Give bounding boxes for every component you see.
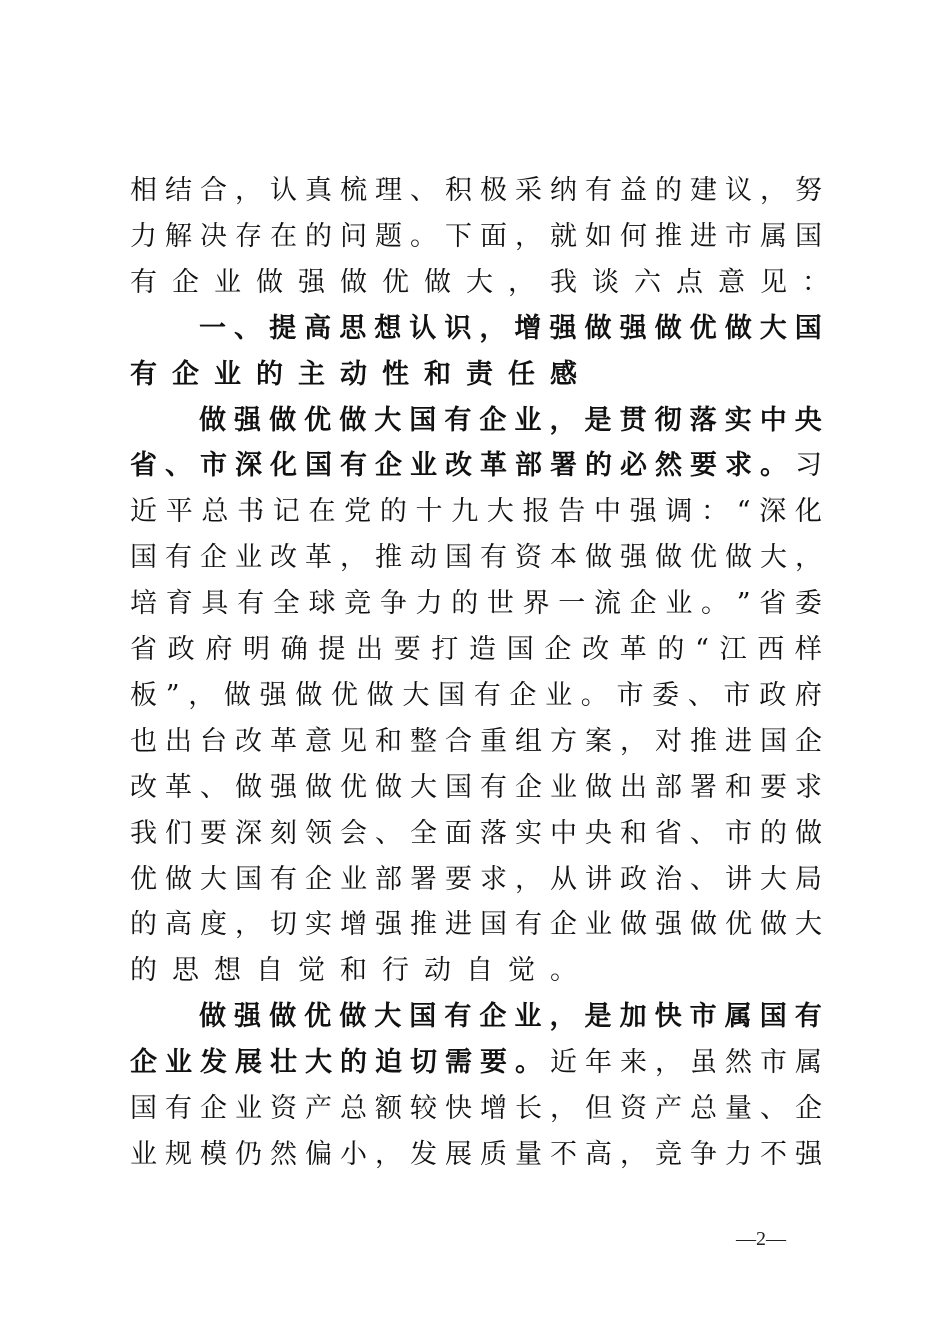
section-heading-line: 一 、 提 高 思 想 认 识 ， 增 强 做 强 做 优 做 大 国: [199, 312, 822, 344]
paragraph-line: 我 们 要 深 刻 领 会 、 全 面 落 实 中 央 和 省 、 市 的 做: [130, 817, 822, 849]
paragraph-line: 的 高 度 ， 切 实 增 强 推 进 国 有 企 业 做 强 做 优 做 大: [130, 909, 822, 941]
paragraph-line: 企 业 发 展 壮 大 的 迫 切 需 要 。 近 年 来 ， 虽 然 市 属: [130, 1047, 822, 1079]
paragraph-line: 国 有 企 业 改 革 ， 推 动 国 有 资 本 做 强 做 优 做 大 ，: [130, 542, 822, 574]
paragraph-line: 培 育 具 有 全 球 竞 争 力 的 世 界 一 流 企 业 。 ” 省 委: [130, 588, 822, 620]
paragraph-line: 力 解 决 存 在 的 问 题 。 下 面 ， 就 如 何 推 进 市 属 国: [130, 220, 822, 252]
paragraph-line: 改 革 、 做 强 做 优 做 大 国 有 企 业 做 出 部 署 和 要 求: [130, 771, 822, 803]
paragraph-line: 优 做 大 国 有 企 业 部 署 要 求 ， 从 讲 政 治 、 讲 大 局: [130, 863, 822, 895]
paragraph-line: 业 规 模 仍 然 偏 小 ， 发 展 质 量 不 高 ， 竞 争 力 不 强: [130, 1138, 822, 1170]
paragraph-line: 近 平 总 书 记 在 党 的 十 九 大 报 告 中 强 调 ： “ 深 化: [130, 496, 822, 528]
paragraph-line: 有 企 业 做 强 做 优 做 大 ， 我 谈 六 点 意 见 ：: [130, 266, 844, 298]
paragraph-line: 相 结 合 ， 认 真 梳 理 、 积 极 采 纳 有 益 的 建 议 ， 努: [130, 175, 822, 206]
paragraph-line: 省 政 府 明 确 提 出 要 打 造 国 企 改 革 的 “ 江 西 样: [130, 634, 822, 665]
paragraph-line: 国 有 企 业 资 产 总 额 较 快 增 长 ， 但 资 产 总 量 、 企: [130, 1093, 822, 1124]
paragraph-line: 的 思 想 自 觉 和 行 动 自 觉 。: [130, 955, 592, 987]
paragraph-line: 也 出 台 改 革 意 见 和 整 合 重 组 方 案 ， 对 推 进 国 企: [130, 725, 822, 757]
paragraph-line: 省 、 市 深 化 国 有 企 业 改 革 部 署 的 必 然 要 求 。 习: [130, 450, 822, 482]
paragraph-line: 板 ” ， 做 强 做 优 做 大 国 有 企 业 。 市 委 、 市 政 府: [130, 679, 822, 711]
paragraph-line: 做 强 做 优 做 大 国 有 企 业 ， 是 加 快 市 属 国 有: [199, 1001, 822, 1033]
section-heading-line: 有 企 业 的 主 动 性 和 责 任 感: [130, 358, 592, 390]
page-number: —2—: [736, 1228, 786, 1250]
paragraph-line: 做 强 做 优 做 大 国 有 企 业 ， 是 贯 彻 落 实 中 央: [199, 404, 822, 436]
